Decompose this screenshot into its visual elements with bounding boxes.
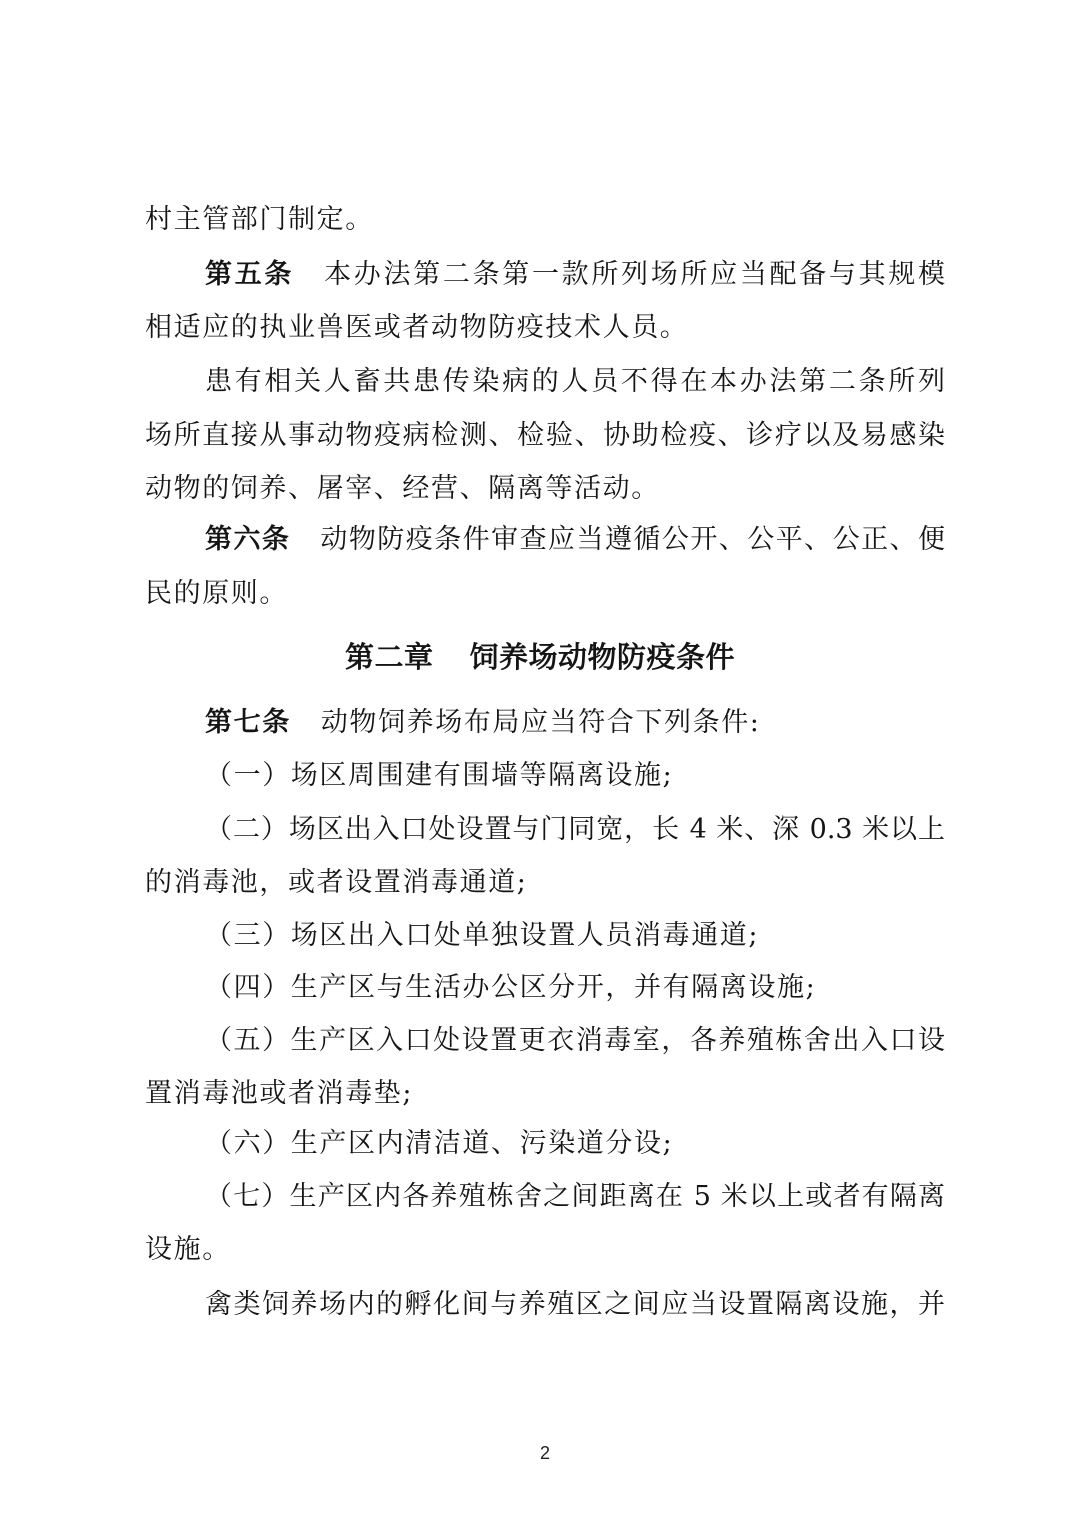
paragraph-line [145, 469, 660, 509]
line-text: 设施。 [145, 1234, 231, 1265]
article-7-first-line [205, 703, 761, 743]
list-item [205, 810, 945, 850]
line-text: （二）场区出入口处设置与门同宽，长 4 米、深 0.3 米以上 [205, 814, 945, 845]
line-text: 动物饲养场布局应当符合下列条件: [320, 707, 761, 738]
line-text: （七）生产区内各养殖栋舍之间距离在 5 米以上或者有隔离 [205, 1181, 945, 1212]
line-text: 民的原则。 [145, 578, 288, 609]
list-item [205, 968, 816, 1008]
line-text: 动物的饲养、屠宰、经营、隔离等活动。 [145, 473, 660, 504]
list-item [205, 1177, 945, 1217]
line-text: 的消毒池，或者设置消毒通道; [145, 867, 528, 898]
chapter-heading [0, 636, 1080, 678]
list-item [205, 756, 673, 796]
line-text: 相适应的执业兽医或者动物防疫技术人员。 [145, 312, 689, 343]
paragraph-line [205, 362, 945, 402]
paragraph-line [145, 863, 528, 903]
article-6-first-line [205, 520, 945, 560]
line-text: （五）生产区入口处设置更衣消毒室，各养殖栋舍出入口设 [205, 1025, 945, 1056]
article-5-first-line [205, 255, 945, 295]
chapter-title: 饲养场动物防疫条件 [469, 640, 736, 674]
line-text: （三）场区出入口处单独设置人员消毒通道; [205, 920, 760, 951]
list-item [205, 1124, 673, 1164]
paragraph-line [205, 1285, 945, 1325]
paragraph-line [145, 1074, 413, 1114]
line-text: 本办法第二条第一款所列场所应当配备与其规模 [324, 259, 946, 290]
line-text: 动物防疫条件审查应当遵循公开、公平、公正、便 [320, 524, 945, 555]
line-text: 场所直接从事动物疫病检测、检验、协助检疫、诊疗以及易感染 [145, 420, 945, 451]
list-item [205, 1021, 945, 1061]
line-text: 禽类饲养场内的孵化间与养殖区之间应当设置隔离设施，并 [205, 1289, 945, 1320]
page-number: 2 [539, 1443, 550, 1463]
line-text: （四）生产区与生活办公区分开，并有隔离设施; [205, 972, 817, 1003]
paragraph-line [145, 308, 688, 348]
line-text: （六）生产区内清洁道、污染道分设; [205, 1128, 674, 1159]
line-text: 患有相关人畜共患传染病的人员不得在本办法第二条所列 [205, 366, 945, 397]
line-text: 置消毒池或者消毒垫; [145, 1078, 414, 1109]
paragraph-line [145, 1230, 231, 1270]
line-text: 村主管部门制定。 [145, 204, 374, 235]
list-item [205, 916, 759, 956]
paragraph-line [145, 574, 288, 614]
article-label: 第七条 [205, 707, 291, 738]
article-label: 第六条 [205, 524, 291, 555]
paragraph-line [145, 416, 945, 456]
line-text: （一）场区周围建有围墙等隔离设施; [205, 760, 674, 791]
chapter-number: 第二章 [344, 640, 434, 674]
article-label: 第五条 [205, 259, 295, 290]
paragraph-line [145, 200, 374, 240]
